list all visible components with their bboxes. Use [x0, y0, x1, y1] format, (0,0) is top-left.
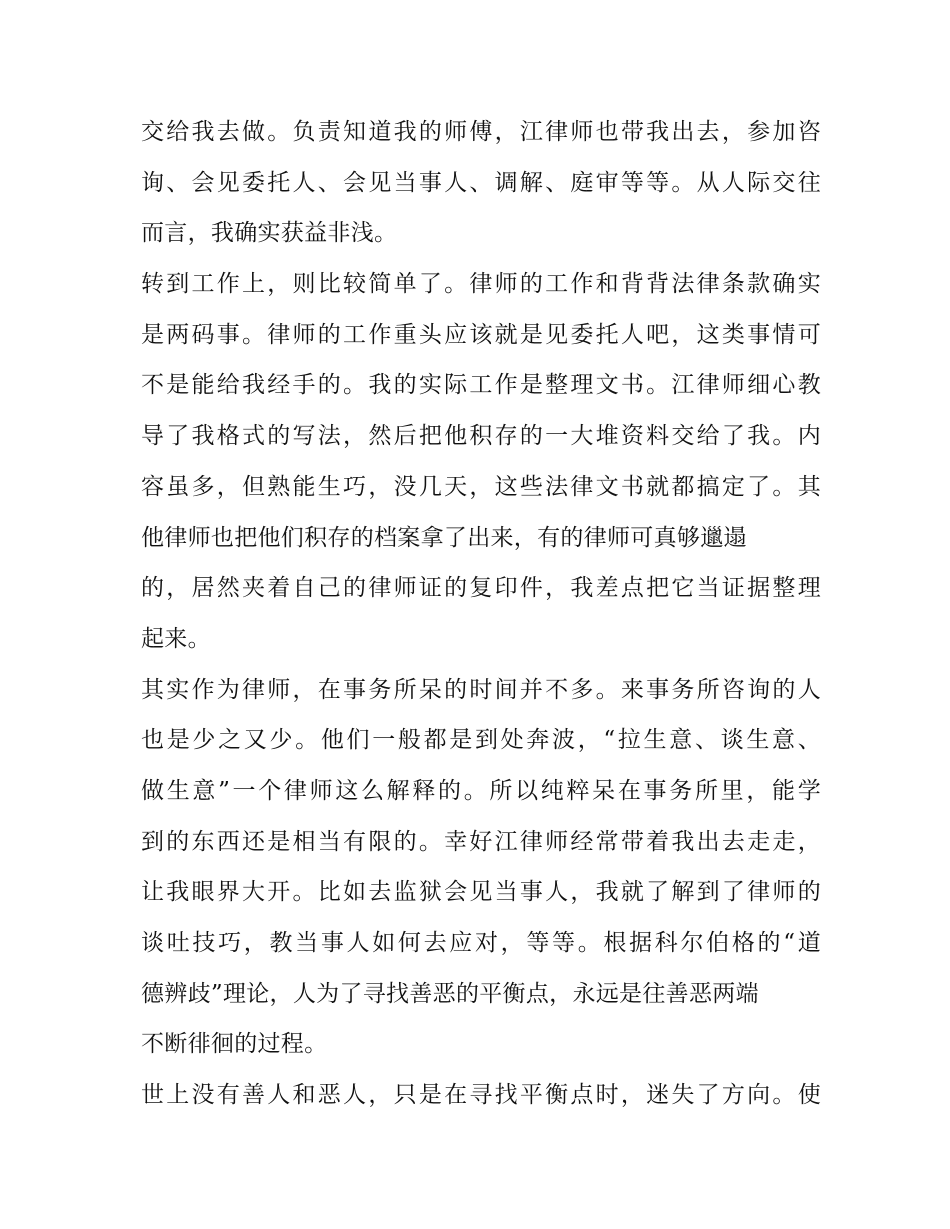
text-line: 他律师也把他们积存的档案拿了出来，有的律师可真够邋遢 [141, 524, 747, 551]
text-line: 导了我格式的写法，然后把他积存的一大堆资料交给了我。内 [141, 423, 821, 450]
paragraph-1 [141, 107, 821, 259]
text-line: 是两码事。律师的工作重头应该就是见委托人吧，这类事情可 [141, 321, 821, 348]
text-line: 交给我去做。负责知道我的师傅，江律师也带我出去，参加咨 [141, 119, 821, 145]
text-line: 德辨歧”理论，人为了寻找善恶的平衡点，永远是往善恶两端 [141, 980, 759, 1007]
body-text [141, 107, 821, 1121]
text-line: 而言，我确实获益非浅。 [141, 220, 398, 247]
text-line: 容虽多，但熟能生巧，没几天，这些法律文书就都搞定了。其 [141, 473, 821, 500]
text-line: 不断徘徊的过程。 [141, 1031, 328, 1058]
text-line: 询、会见委托人、会见当事人、调解、庭审等等。从人际交往 [141, 169, 821, 196]
text-line: 做生意”一个律师这么解释的。所以纯粹呆在事务所里，能学 [141, 777, 821, 804]
text-line: 不是能给我经手的。我的实际工作是整理文书。江律师细心教 [141, 372, 821, 399]
text-line: 到的东西还是相当有限的。幸好江律师经常带着我出去走走， [141, 828, 821, 855]
text-line: 的，居然夹着自己的律师证的复印件，我差点把它当证据整理 [141, 575, 821, 602]
text-line: 转到工作上，则比较简单了。律师的工作和背背法律条款确实 [141, 271, 821, 298]
paragraph-2 [141, 259, 821, 665]
text-line: 世上没有善人和恶人，只是在寻找平衡点时，迷失了方向。使 [141, 1082, 821, 1109]
text-line: 起来。 [141, 625, 211, 652]
text-line: 谈吐技巧，教当事人如何去应对，等等。根据科尔伯格的“道 [141, 930, 821, 956]
paragraph-3 [141, 665, 821, 1071]
paragraph-4 [141, 1070, 821, 1121]
text-line: 也是少之又少。他们一般都是到处奔波，“拉生意、谈生意、 [141, 727, 821, 754]
text-line: 其实作为律师，在事务所呆的时间并不多。来事务所咨询的人 [141, 676, 821, 703]
text-line: 让我眼界大开。比如去监狱会见当事人，我就了解到了律师的 [141, 879, 821, 906]
